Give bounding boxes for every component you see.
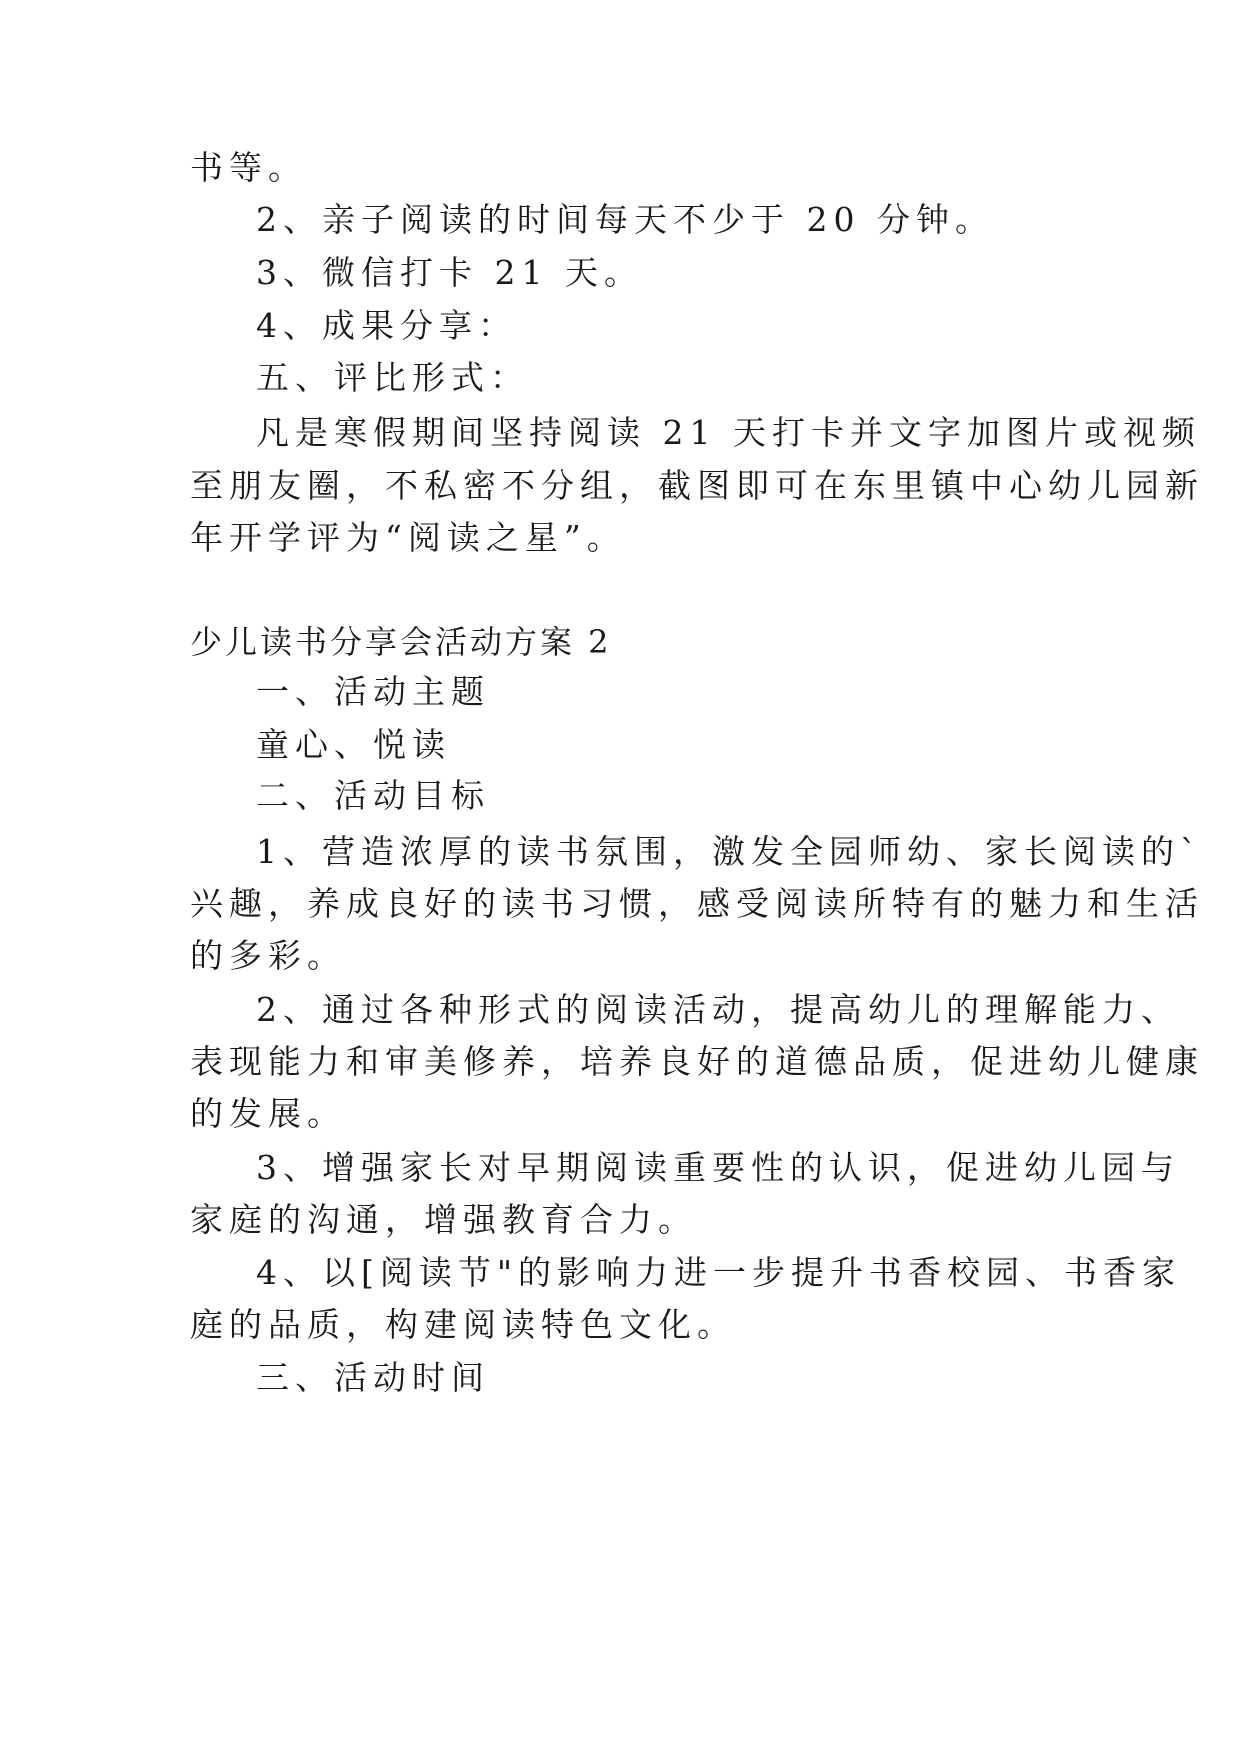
list-item: 4、成果分享： — [256, 306, 517, 345]
list-item: 3、微信打卡 21 天。 — [256, 253, 643, 292]
document-title: 少儿读书分享会活动方案 2 — [190, 623, 612, 661]
paragraph-line: 兴趣，养成良好的读书习惯，感受阅读所特有的魅力和生活 — [190, 884, 1204, 923]
list-item: 2、亲子阅读的时间每天不少于 20 分钟。 — [256, 200, 994, 239]
section-heading: 三、活动时间 — [256, 1358, 490, 1397]
paragraph-line: 庭的品质，构建阅读特色文化。 — [190, 1305, 736, 1344]
paragraph-line: 4、以[阅读节"的影响力进一步提升书香校园、书香家 — [256, 1253, 1182, 1292]
paragraph-line: 年开学评为“阅读之星”。 — [190, 518, 626, 557]
paragraph-line: 的发展。 — [190, 1094, 346, 1133]
paragraph-line: 2、通过各种形式的阅读活动，提高幼儿的理解能力、 — [256, 990, 1180, 1029]
section-heading: 一、活动主题 — [256, 672, 490, 711]
paragraph-line: 表现能力和审美修养，培养良好的道德品质，促进幼儿健康 — [190, 1042, 1204, 1081]
paragraph-line: 凡是寒假期间坚持阅读 21 天打卡并文字加图片或视频 — [256, 413, 1201, 452]
paragraph-line: 至朋友圈，不私密不分组，截图即可在东里镇中心幼儿园新 — [190, 466, 1204, 505]
paragraph-line: 家庭的沟通，增强教育合力。 — [190, 1200, 697, 1239]
text-line: 童心、悦读 — [256, 725, 451, 764]
section-heading: 二、活动目标 — [256, 776, 490, 815]
paragraph-line: 1、营造浓厚的读书氛围，激发全园师幼、家长阅读的` — [256, 832, 1203, 871]
section-heading: 五、评比形式： — [256, 358, 529, 397]
text-line: 书等。 — [190, 148, 307, 187]
paragraph-line: 的多彩。 — [190, 936, 346, 975]
paragraph-line: 3、增强家长对早期阅读重要性的认识，促进幼儿园与 — [256, 1148, 1180, 1187]
